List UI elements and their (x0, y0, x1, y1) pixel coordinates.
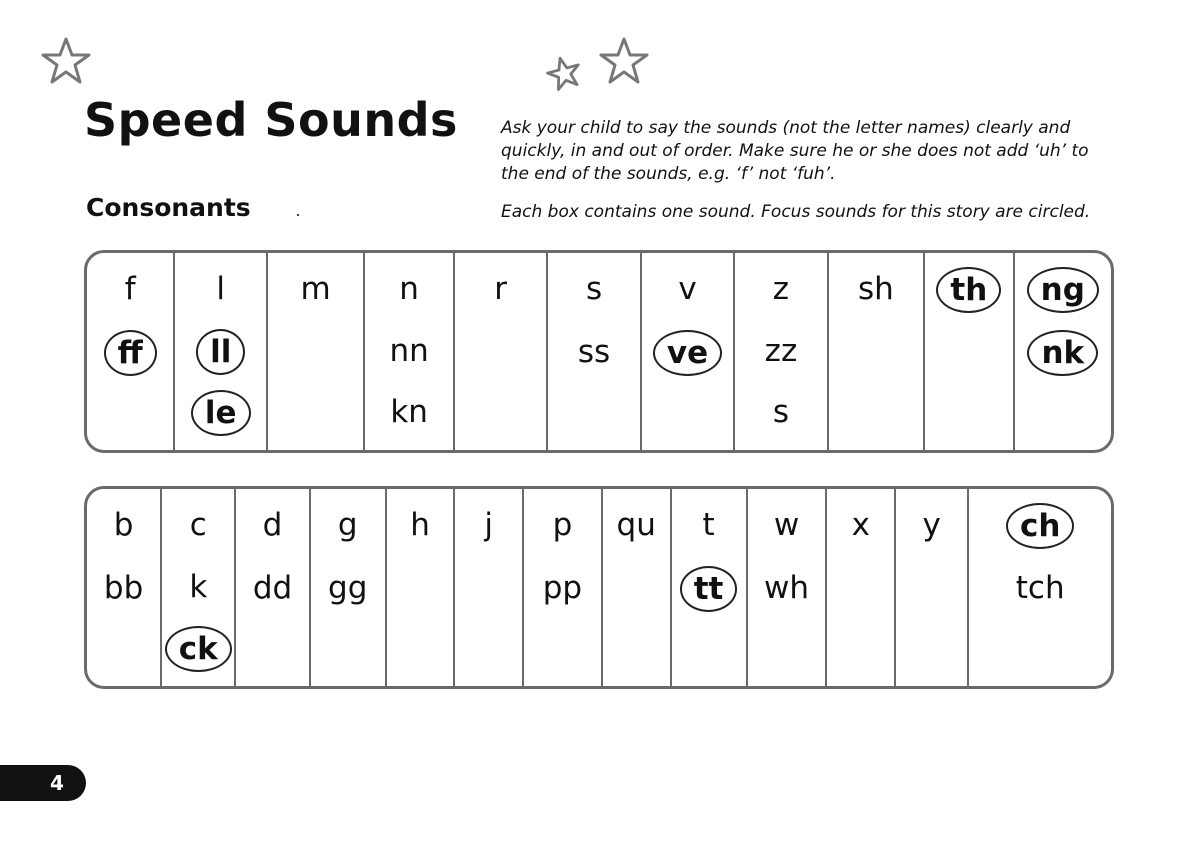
sound-box (162, 489, 236, 686)
sound (387, 327, 430, 389)
sound (326, 564, 369, 627)
sound (921, 501, 943, 564)
sound-box (268, 253, 365, 450)
sound-box (455, 489, 524, 686)
focus-sound-circled (653, 328, 722, 391)
focus-sound-circled (191, 388, 251, 450)
sound-box (524, 489, 603, 686)
divider-dot (297, 214, 299, 216)
sound (261, 501, 285, 564)
sound-label: nn (389, 332, 429, 369)
sound (492, 265, 509, 328)
sound-label: s (772, 394, 790, 431)
sound (676, 265, 698, 328)
sound-label: l (216, 271, 226, 307)
sound-box (827, 489, 896, 686)
sound-box (387, 489, 456, 686)
sound (214, 265, 227, 327)
sound-label: kn (390, 394, 428, 431)
sound-grid-row-2 (84, 486, 1114, 689)
star-icon (40, 36, 92, 86)
sound-label: sh (857, 271, 894, 307)
sound-label: zz (764, 332, 798, 369)
sound-label: le (191, 390, 251, 436)
page-title: Speed Sounds (84, 93, 458, 147)
sound-label: w (773, 507, 800, 543)
sound (584, 265, 604, 328)
sound (299, 265, 333, 328)
sound-label: g (337, 507, 358, 543)
sound-label: ve (653, 330, 722, 376)
star-icon (546, 55, 582, 91)
sound (397, 265, 421, 327)
focus-sound-circled (680, 564, 738, 627)
section-subtitle: Consonants (86, 193, 251, 222)
focus-sound-circled (1027, 328, 1098, 391)
sound (388, 388, 430, 450)
focus-sound-circled (104, 328, 157, 391)
sound-label: wh (764, 570, 810, 606)
sound-label: pp (542, 570, 583, 606)
sound-label: h (410, 507, 430, 543)
sound-label: t (702, 507, 715, 543)
sound-box (642, 253, 735, 450)
sound (771, 388, 791, 450)
sound-box (175, 253, 267, 450)
sound-box (672, 489, 748, 686)
sound-label: z (772, 271, 790, 307)
sound (541, 564, 584, 627)
sound-label: th (936, 267, 1001, 313)
sound-box (455, 253, 548, 450)
sound-label: y (922, 507, 941, 543)
sound (850, 501, 872, 564)
star-icon (598, 36, 650, 86)
sound-grid-row-1 (84, 250, 1114, 453)
sound-label: ck (165, 626, 232, 672)
sound-box (1015, 253, 1111, 450)
sound-label: d (262, 507, 283, 543)
sound-box (896, 489, 969, 686)
sound-label: gg (328, 570, 368, 606)
sound-label: f (124, 271, 136, 307)
sound-label: c (189, 507, 207, 543)
sound (772, 501, 801, 564)
sound (763, 327, 800, 389)
sound-label: ng (1027, 267, 1099, 313)
sound (482, 501, 495, 564)
sound (551, 501, 575, 564)
sound-box (969, 489, 1111, 686)
sound (408, 501, 432, 564)
sound (102, 564, 145, 627)
focus-note: Each box contains one sound. Focus sounds for this story are circled. (501, 202, 1091, 222)
sound (188, 501, 209, 563)
sound (187, 563, 209, 625)
sound-label: m (300, 271, 331, 307)
sound-label: b (113, 507, 134, 543)
sound-label: v (678, 271, 697, 307)
sound (1014, 564, 1067, 627)
focus-sound-circled (936, 265, 1001, 328)
sound-box (87, 489, 162, 686)
sound (123, 265, 138, 328)
sound (251, 564, 294, 627)
page-number: 4 (0, 765, 86, 801)
sound-box (236, 489, 310, 686)
sound-label: ss (577, 334, 611, 370)
sound-box (548, 253, 641, 450)
focus-sound-circled (196, 327, 245, 389)
sound-label: qu (616, 507, 656, 543)
sound (856, 265, 896, 328)
sound-label: n (399, 271, 419, 307)
sound-label: x (851, 507, 870, 543)
sound-label: ff (104, 330, 157, 376)
sound-label: j (484, 507, 493, 543)
sound (700, 501, 716, 564)
sound-box (311, 489, 387, 686)
sound-box (365, 253, 454, 450)
sound-box (829, 253, 925, 450)
sound (112, 501, 136, 564)
sound-label: tt (680, 566, 738, 612)
sound-label: ll (196, 329, 245, 375)
sound (336, 501, 360, 564)
instructions-text: Ask your child to say the sounds (not the letter names) clearly and quickly, in and out of order. Make sure he or she does not add ‘uh’ to the end of the sounds, e.g. ‘f’ not ‘fuh’. (501, 118, 1089, 184)
sound (771, 265, 791, 327)
sound (615, 501, 658, 564)
sound-label: p (552, 507, 573, 543)
sound (762, 564, 811, 627)
sound-label: bb (103, 570, 144, 606)
sound-label: nk (1027, 330, 1098, 376)
sound (576, 328, 612, 391)
sound-label: k (189, 568, 208, 605)
sound-box (603, 489, 672, 686)
sound-label: tch (1015, 570, 1065, 606)
sound-box (735, 253, 828, 450)
focus-sound-circled (1027, 265, 1099, 328)
sound-label: ch (1006, 503, 1074, 549)
sound-label: r (494, 271, 507, 307)
focus-sound-circled (165, 624, 232, 686)
focus-sound-circled (1006, 501, 1074, 564)
sound-label: s (585, 271, 603, 307)
sound-box (925, 253, 1014, 450)
sound-box (87, 253, 175, 450)
sound-box (748, 489, 828, 686)
sound-label: dd (252, 570, 293, 606)
